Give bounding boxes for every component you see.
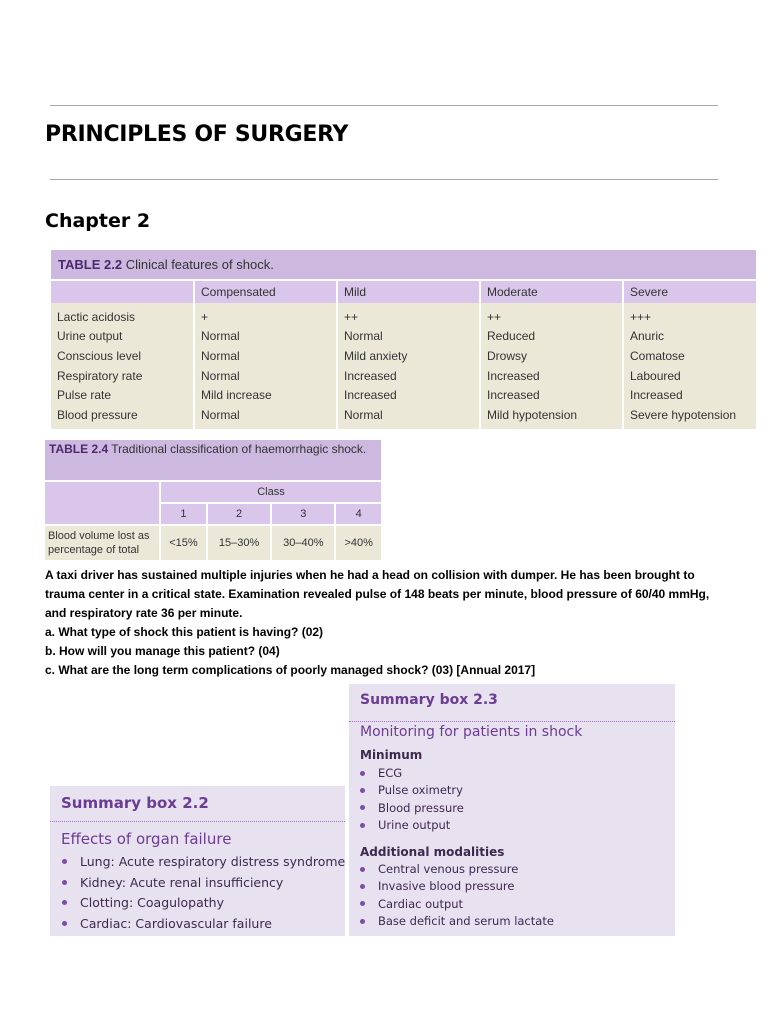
table-cell: Conscious level xyxy=(51,346,194,366)
class-header: Class xyxy=(160,481,381,503)
table-cell: Drowsy xyxy=(480,346,623,366)
table-row xyxy=(51,366,756,386)
table-cell: Increased xyxy=(623,385,756,405)
list-item: Cardiac: Cardiovascular failure xyxy=(80,914,345,935)
page-title: PRINCIPLES OF SURGERY xyxy=(45,122,349,147)
table-cell: Mild increase xyxy=(194,385,337,405)
table-cell: Urine output xyxy=(51,327,194,347)
question-part-b: b. How will you manage this patient? (04) xyxy=(45,644,280,658)
summary-box-title: Summary box 2.2 xyxy=(61,794,209,812)
table-caption-text: Clinical features of shock. xyxy=(125,257,274,272)
class-number: 2 xyxy=(207,503,271,525)
table-cell: Increased xyxy=(480,385,623,405)
table-clinical-features-of-shock xyxy=(51,250,756,429)
summary-box-2-2 xyxy=(50,786,345,936)
table-cell: <15% xyxy=(160,525,207,560)
column-header: Mild xyxy=(337,280,480,303)
list-item: Invasive blood pressure xyxy=(378,878,554,895)
table-cell: Normal xyxy=(194,346,337,366)
column-header xyxy=(51,280,194,303)
summary-box-subtitle: Monitoring for patients in shock xyxy=(360,724,583,740)
table-cell: +++ xyxy=(623,303,756,327)
list-item: Clotting: Coagulopathy xyxy=(80,893,345,914)
table-cell: Increased xyxy=(337,366,480,386)
additional-modalities-heading: Additional modalities xyxy=(360,845,505,859)
table-cell: Comatose xyxy=(623,346,756,366)
table-row xyxy=(51,327,756,347)
table-cell: ++ xyxy=(337,303,480,327)
row-label: Blood volume lost as percentage of total xyxy=(45,525,160,560)
table-caption xyxy=(45,440,381,481)
table-cell: Normal xyxy=(194,327,337,347)
table-cell: Normal xyxy=(337,405,480,429)
class-number: 1 xyxy=(160,503,207,525)
list-item: Lung: Acute respiratory distress syndrome xyxy=(80,852,345,873)
table-cell: ++ xyxy=(480,303,623,327)
table-cell: 30–40% xyxy=(271,525,335,560)
table-label: TABLE 2.4 xyxy=(49,442,109,456)
list-item: Kidney: Acute renal insufficiency xyxy=(80,873,345,894)
table-cell: Laboured xyxy=(623,366,756,386)
table-cell: >40% xyxy=(335,525,381,560)
table-cell: Normal xyxy=(194,405,337,429)
list-item: Pulse oximetry xyxy=(378,782,464,799)
divider xyxy=(50,821,345,822)
table-caption-row xyxy=(51,250,756,280)
table-cell: Anuric xyxy=(623,327,756,347)
question-part-a: a. What type of shock this patient is having? (02) xyxy=(45,625,324,639)
list-item: Blood pressure xyxy=(378,800,464,817)
table-row xyxy=(51,303,756,327)
table-cell: 15–30% xyxy=(207,525,271,560)
table-label: TABLE 2.2 xyxy=(58,257,123,272)
table-cell: Respiratory rate xyxy=(51,366,194,386)
table-cell: Pulse rate xyxy=(51,385,194,405)
top-rule xyxy=(50,105,718,106)
minimum-heading: Minimum xyxy=(360,748,423,762)
chapter-heading: Chapter 2 xyxy=(45,210,151,232)
summary-box-title: Summary box 2.3 xyxy=(360,692,498,708)
column-header: Compensated xyxy=(194,280,337,303)
empty-header-cell xyxy=(45,481,160,525)
table-cell: Normal xyxy=(337,327,480,347)
table-caption-row xyxy=(45,440,381,481)
table-cell: Lactic acidosis xyxy=(51,303,194,327)
exam-question xyxy=(45,566,735,680)
table-cell: Reduced xyxy=(480,327,623,347)
list-item: Base deficit and serum lactate xyxy=(378,913,554,930)
table-caption-text: Traditional classification of haemorrhagic shock. xyxy=(111,442,367,456)
table-row xyxy=(45,525,381,560)
table-cell: + xyxy=(194,303,337,327)
table-cell: Mild anxiety xyxy=(337,346,480,366)
column-header: Severe xyxy=(623,280,756,303)
question-line: and respiratory rate 36 per minute. xyxy=(45,606,243,620)
minimum-list xyxy=(378,765,464,834)
table-row xyxy=(51,346,756,366)
list-item: Urine output xyxy=(378,817,464,834)
column-header: Moderate xyxy=(480,280,623,303)
organ-failure-list xyxy=(80,852,345,934)
table-haemorrhagic-shock-classification xyxy=(45,440,381,560)
table-cell: Severe hypotension xyxy=(623,405,756,429)
class-number: 4 xyxy=(335,503,381,525)
table-header-row xyxy=(51,280,756,303)
list-item: Cardiac output xyxy=(378,896,554,913)
table-cell: Mild hypotension xyxy=(480,405,623,429)
table-cell: Normal xyxy=(194,366,337,386)
additional-modalities-list xyxy=(378,861,554,930)
table-row xyxy=(51,385,756,405)
bottom-rule xyxy=(50,179,718,180)
table-cell: Increased xyxy=(337,385,480,405)
table-caption xyxy=(51,250,756,280)
table-cell: Increased xyxy=(480,366,623,386)
table-cell: Blood pressure xyxy=(51,405,194,429)
table-row xyxy=(51,405,756,429)
summary-box-subtitle: Effects of organ failure xyxy=(61,830,232,848)
list-item: ECG xyxy=(378,765,464,782)
question-part-c: c. What are the long term complications of poorly managed shock? (03) [Annual 2017] xyxy=(45,663,536,677)
class-number: 3 xyxy=(271,503,335,525)
question-line: A taxi driver has sustained multiple injuries when he had a head on collision with dumper. He has been brought to xyxy=(45,568,695,582)
question-line: trauma center in a critical state. Examination revealed pulse of 148 beats per minute, blood pressure of 60/40 mmHg, xyxy=(45,587,710,601)
list-item: Central venous pressure xyxy=(378,861,554,878)
class-header-row xyxy=(45,481,381,503)
summary-box-2-3 xyxy=(349,684,675,936)
divider xyxy=(349,721,675,722)
